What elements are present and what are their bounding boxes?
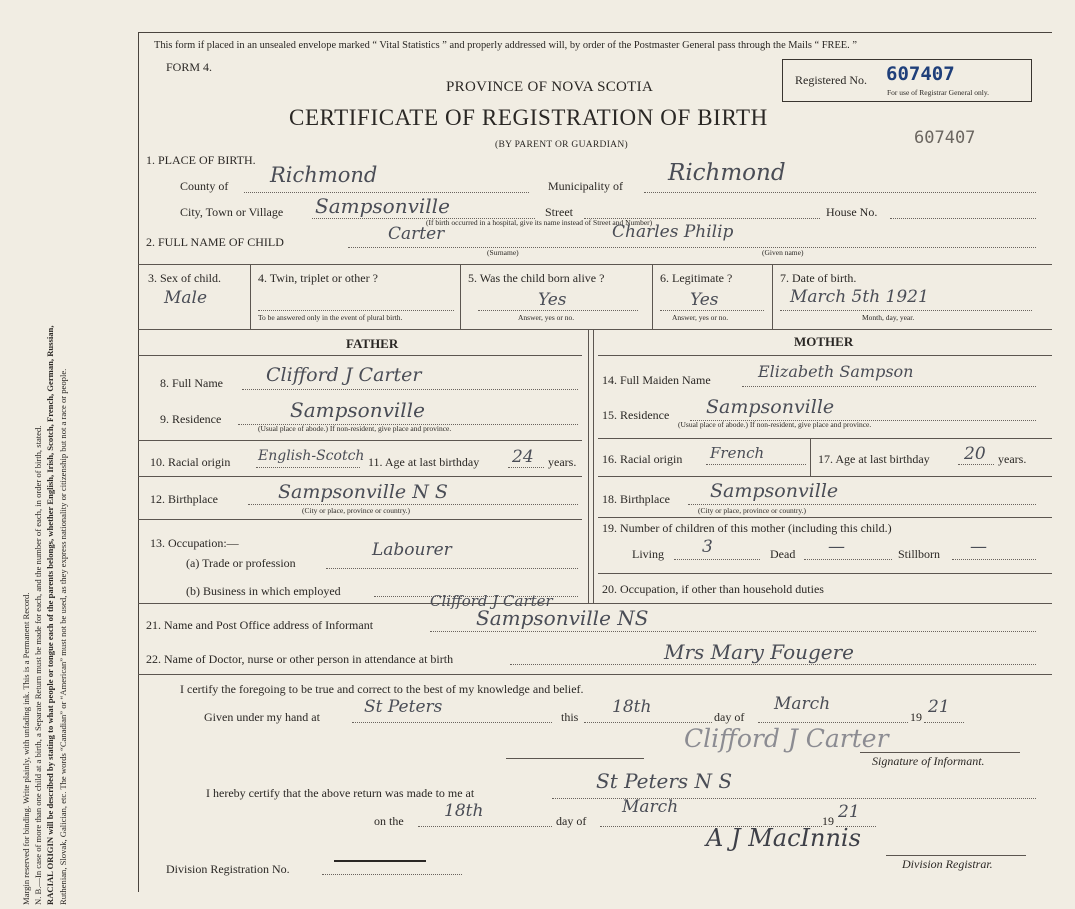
given-month: March [774,694,831,714]
registrar-signature: A J MacInnis [706,824,861,852]
page-subtitle: (BY PARENT OR GUARDIAN) [495,140,628,150]
certify-text: I certify the foregoing to be true and correct to the best of my knowledge and belief. [180,682,584,696]
born-alive-label: 5. Was the child born alive ? [468,271,605,285]
side-note: Margin reserved for binding. Write plainly, with unfading ink. This is a Permanent Record. [21,592,31,905]
postal-notice: This form if placed in an unsealed envelope marked “ Vital Statistics ” and properly addressed will, by order of the Postmaster General pass through the Mails “ FREE. ” [154,40,857,51]
legitimate-value: Yes [690,290,719,310]
father-birthplace: Sampsonville N S [278,481,448,503]
mother-birthplace-note: (City or place, province or country.) [698,506,807,515]
registered-box [782,59,1032,102]
mother-race-label: 16. Racial origin [602,452,683,466]
father-age-label: 11. Age at last birthday [368,455,480,469]
given-dayof-label: day of [714,710,745,724]
father-trade: Labourer [372,540,452,560]
father-race: English-Scotch [258,448,365,464]
registration-year: 21 [838,802,860,822]
child-name-label: 2. FULL NAME OF CHILD [146,235,284,249]
city-label: City, Town or Village [180,205,284,219]
trade-label: (a) Trade or profession [186,556,296,570]
registered-label: Registered No. [795,73,867,87]
division-registration-label: Division Registration No. [166,862,290,876]
dob-value: March 5th 1921 [790,287,929,307]
sex-value: Male [164,288,208,308]
province-heading: PROVINCE OF NOVA SCOTIA [446,79,654,95]
father-name: Clifford J Carter [266,364,422,386]
mother-age-unit: years. [998,452,1027,466]
form-number: FORM 4. [166,60,213,74]
informant-signature-label: Signature of Informant. [872,754,985,768]
county-label: County of [180,179,229,193]
stillborn-count: — [970,537,987,557]
place-of-birth-heading: 1. PLACE OF BIRTH. [146,153,256,167]
street-label: Street [545,205,573,219]
mother-age: 20 [964,444,986,464]
side-note: N. B.—In case of more than one child at a birth, a Separate Return must be made for each, and the number of each, in order of birth, stated. [33,425,44,905]
given-year-prefix: 19 [910,710,922,724]
father-residence: Sampsonville [290,398,425,422]
given-name-note: (Given name) [762,248,804,257]
living-count: 3 [702,537,713,557]
registration-place: St Peters N S [596,769,733,793]
municipality-value: Richmond [668,160,786,186]
street-note: (If birth occurred in a hospital, give its name instead of Street and Number) [426,218,653,227]
reg-dayof-label: day of [556,814,587,828]
side-notes [20,5,69,905]
surname-note: (Surname) [487,248,519,257]
mother-residence-note: (Usual place of abode.) If non-resident, give place and province. [678,420,872,429]
business-label: (b) Business in which employed [186,584,341,598]
born-alive-value: Yes [538,290,567,310]
legitimate-label: 6. Legitimate ? [660,271,733,285]
father-residence-note: (Usual place of abode.) If non-resident, give place and province. [258,424,452,433]
dead-count: — [828,537,845,557]
registered-note: For use of Registrar General only. [887,88,989,97]
side-note: RACIAL ORIGIN will be described by stating to what people or tongue each of the parents belongs, whether English, Irish, Scotch, French, German, Russian, [45,325,56,905]
legitimate-note: Answer, yes or no. [672,313,729,322]
twin-label: 4. Twin, triplet or other ? [258,271,378,285]
sex-label: 3. Sex of child. [148,271,221,285]
child-given-name: Charles Philip [612,222,734,242]
top-border [138,32,1052,33]
registration-month: March [622,797,679,817]
mother-residence: Sampsonville [706,396,835,418]
dob-note: Month, day, year. [862,313,915,322]
registration-day: 18th [444,801,484,821]
mother-occupation-label: 20. Occupation, if other than household duties [602,582,824,596]
dead-label: Dead [770,547,796,561]
informant-name: Clifford J Carter [430,592,553,610]
house-label: House No. [826,205,878,219]
given-day: 18th [612,697,652,717]
mother-residence-label: 15. Residence [602,408,670,422]
father-birthplace-note: (City or place, province or country.) [302,506,411,515]
informant-signature: Clifford J Carter [684,724,889,753]
mother-birthplace: Sampsonville [710,480,839,502]
father-residence-label: 9. Residence [160,412,222,426]
father-race-label: 10. Racial origin [150,455,231,469]
father-birthplace-label: 12. Birthplace [150,492,218,506]
father-age: 24 [512,447,534,467]
this-label: this [561,710,579,724]
number-stamp: 607407 [914,128,976,148]
born-alive-note: Answer, yes or no. [518,313,575,322]
given-place: St Peters [364,697,443,717]
side-note: Ruthenian, Slovak, Galician, etc. The words “Canadian” or “American” must not be used, as they express nationality or citizenship but not a race or people. [57,368,68,905]
children-count-label: 19. Number of children of this mother (including this child.) [602,521,892,535]
mother-age-label: 17. Age at last birthday [818,452,930,466]
attendant-name: Mrs Mary Fougere [664,640,855,664]
father-occupation-label: 13. Occupation:— [150,536,239,550]
child-surname: Carter [388,224,445,244]
twin-note: To be answered only in the event of plural birth. [258,313,403,322]
given-label: Given under my hand at [204,710,320,724]
mother-race: French [710,444,765,462]
stillborn-label: Stillborn [898,547,941,561]
father-age-unit: years. [548,455,577,469]
city-value: Sampsonville [315,194,450,218]
mother-heading: MOTHER [794,334,854,349]
left-border [138,32,139,892]
on-label: on the [374,814,404,828]
mother-name-label: 14. Full Maiden Name [602,373,711,387]
page-title: CERTIFICATE OF REGISTRATION OF BIRTH [289,105,768,130]
father-heading: FATHER [346,336,399,351]
attendant-label: 22. Name of Doctor, nurse or other person in attendance at birth [146,652,454,666]
living-label: Living [632,547,664,561]
registrar-certify-text: I hereby certify that the above return was made to me at [206,786,475,800]
father-name-label: 8. Full Name [160,376,223,390]
mother-birthplace-label: 18. Birthplace [602,492,670,506]
registrar-signature-label: Division Registrar. [902,857,993,871]
county-value: Richmond [270,163,378,187]
dob-label: 7. Date of birth. [780,271,857,285]
registered-number: 607407 [886,63,955,85]
reg-year-prefix: 19 [822,814,834,828]
given-year: 21 [928,697,950,717]
informant-address: Sampsonville NS [476,606,649,630]
municipality-label: Municipality of [548,179,623,193]
mother-name: Elizabeth Sampson [758,362,914,381]
informant-label: 21. Name and Post Office address of Informant [146,618,374,632]
